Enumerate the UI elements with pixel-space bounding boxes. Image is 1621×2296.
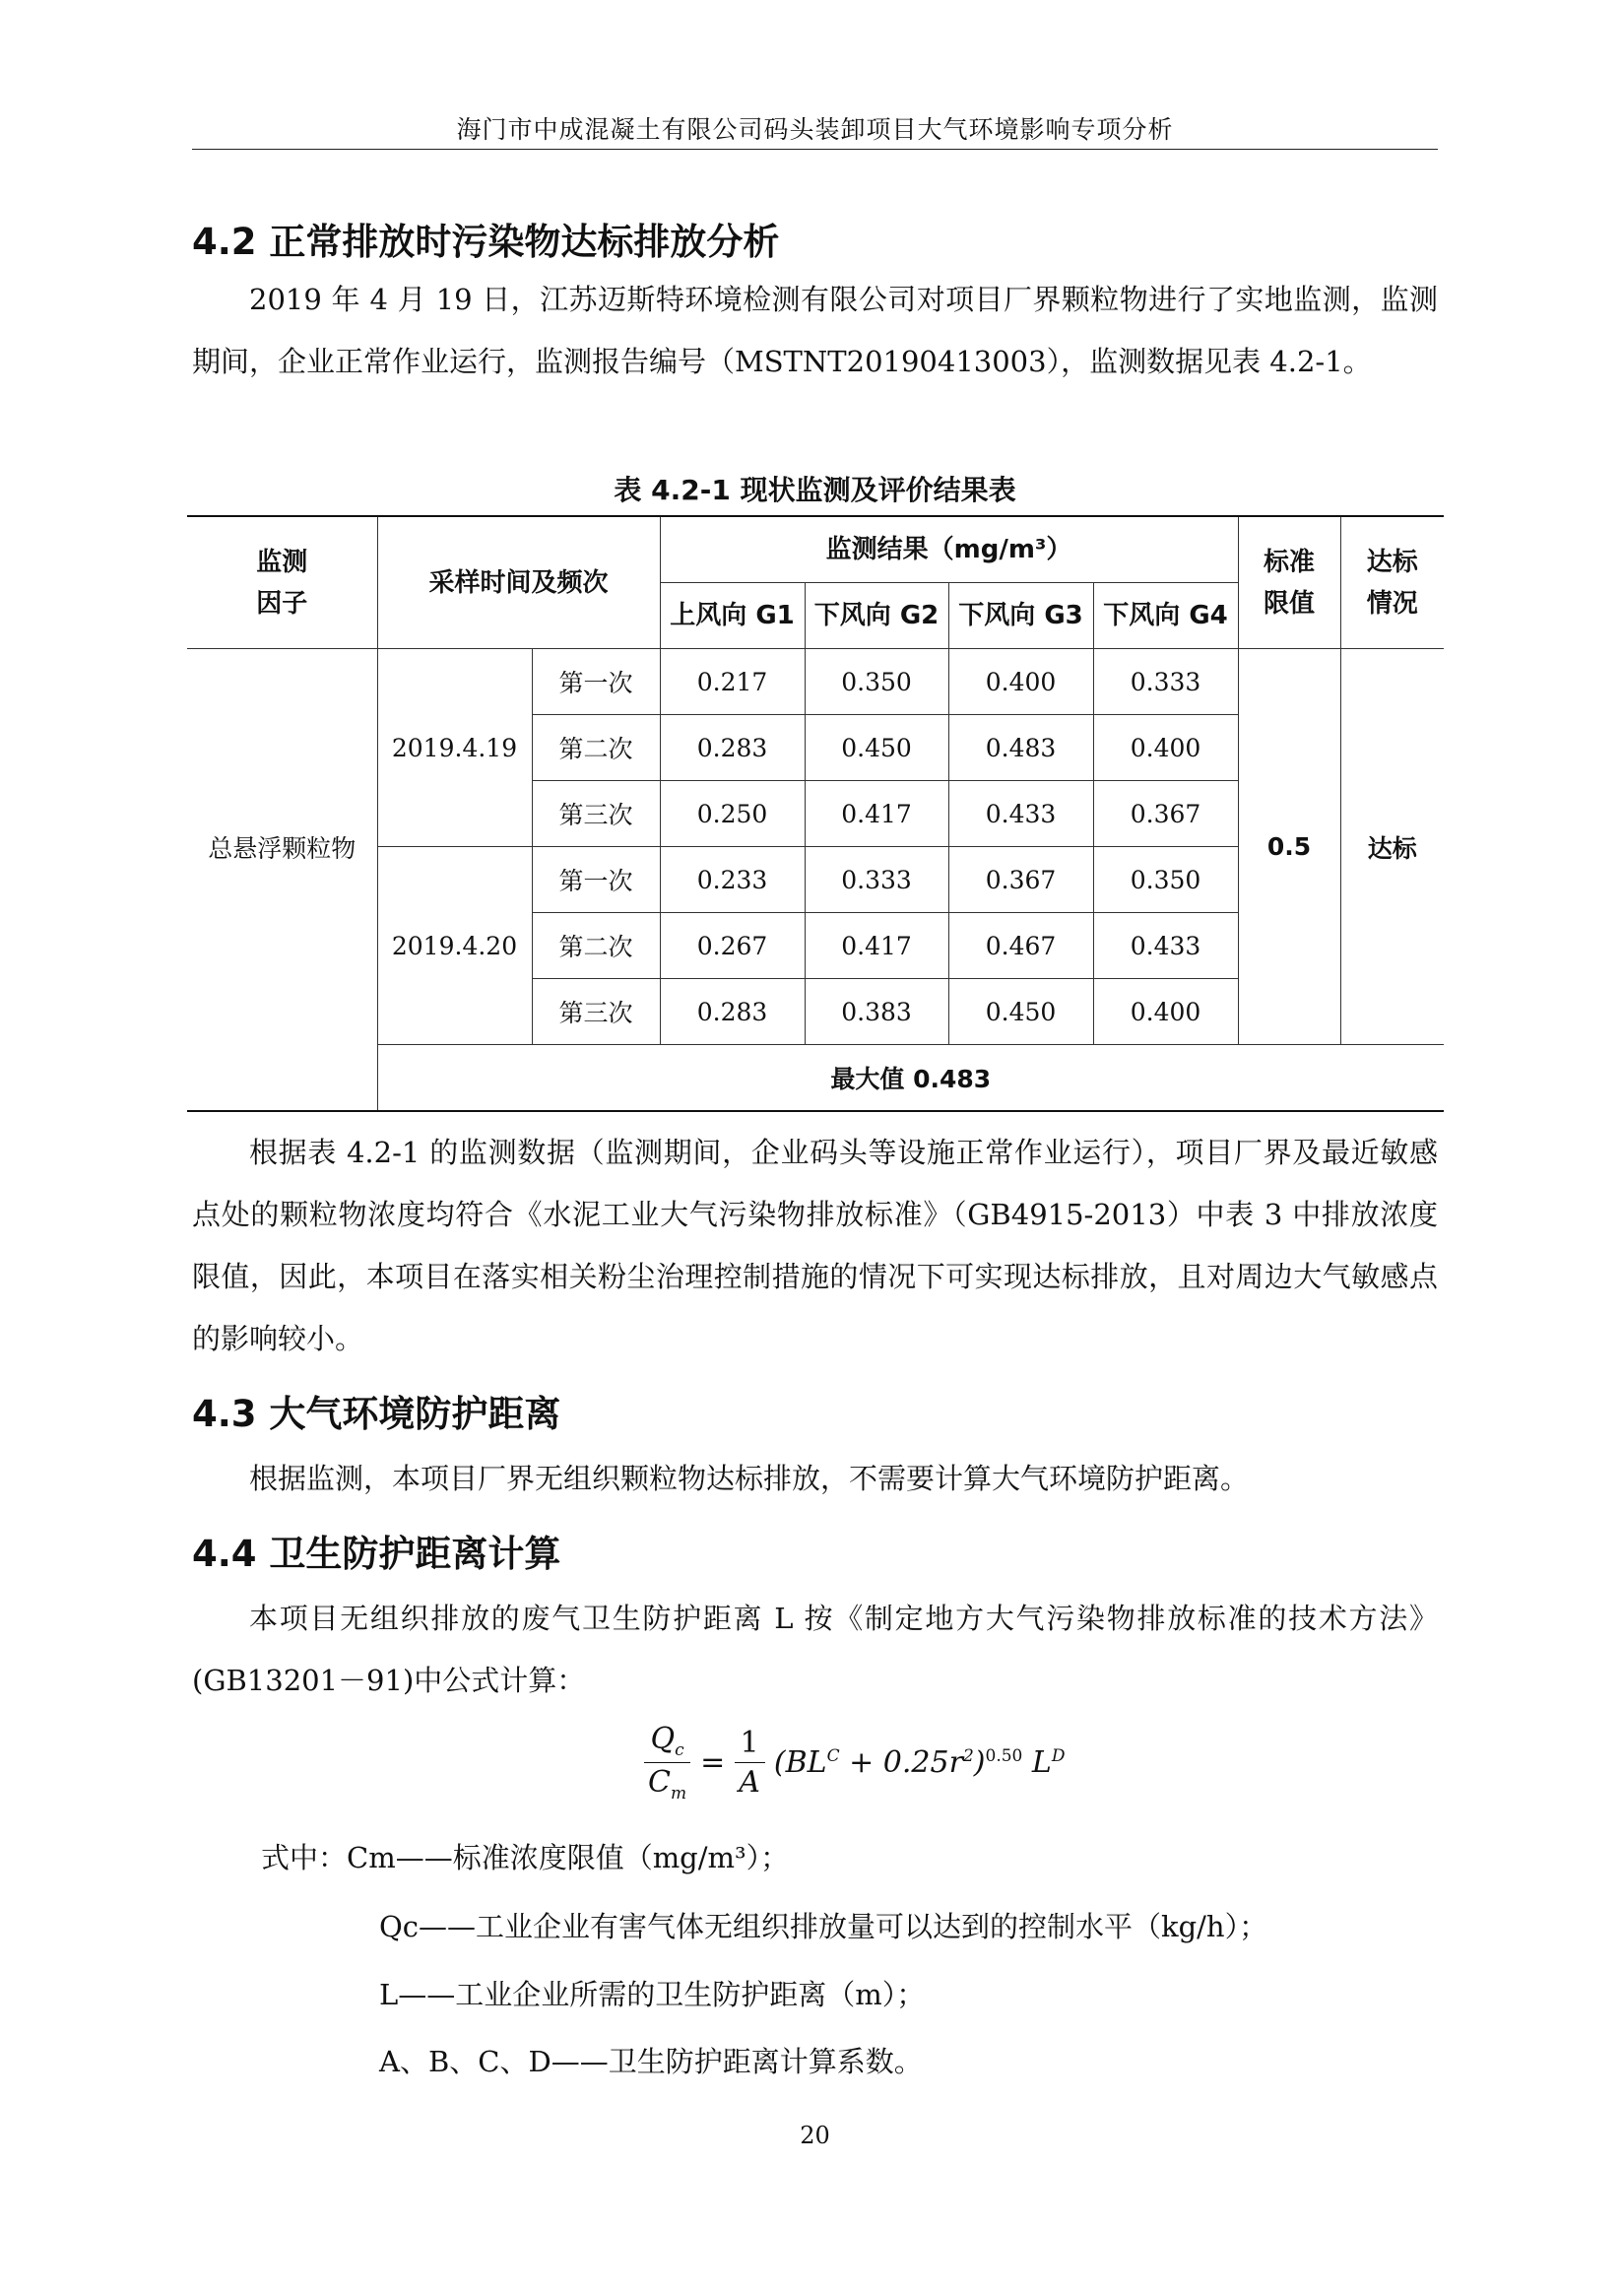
table-caption: 表 4.2-1 现状监测及评价结果表 <box>614 474 1016 506</box>
header-limit <box>1238 516 1340 649</box>
formula-a: A <box>739 1765 760 1800</box>
value-cell: 0.400 <box>1093 715 1238 781</box>
value-cell: 0.450 <box>948 979 1093 1045</box>
max-value-cell: 最大值 0.483 <box>377 1045 1444 1112</box>
freq-cell: 第三次 <box>532 781 660 847</box>
factor-cell: 总悬浮颗粒物 <box>187 649 377 1045</box>
value-cell: 0.433 <box>1093 913 1238 979</box>
value-cell: 0.483 <box>948 715 1093 781</box>
distance-formula <box>642 1722 1065 1804</box>
value-cell: 0.283 <box>660 715 805 781</box>
value-cell: 0.417 <box>805 913 948 979</box>
value-cell: 0.433 <box>948 781 1093 847</box>
formula-q-sub: c <box>675 1740 684 1760</box>
header-factor-line2: 因子 <box>256 588 308 619</box>
paragraph-conclusion: 根据表 4.2-1 的监测数据（监测期间，企业码头等设施正常作业运行），项目厂界及最近敏感点处的颗粒物浓度均符合《水泥工业大气污染物排放标准》（GB4915-2013）中表 3 中排放浓度限值，因此，本项目在落实相关粉尘治理控制措施的情况下可实现达标排放，且对周边大气敏感点的影响较小。 <box>192 1136 1438 1355</box>
freq-cell: 第三次 <box>532 979 660 1045</box>
definition-abcd: A、B、C、D——卫生防护距离计算系数。 <box>379 2045 923 2078</box>
header-results: 监测结果（mg/m³） <box>660 516 1238 583</box>
table-row <box>187 649 1444 715</box>
status-cell: 达标 <box>1340 649 1444 1045</box>
definition-cm: 式中：Cm——标准浓度限值（mg/m³）； <box>261 1841 790 1874</box>
freq-cell: 第一次 <box>532 649 660 715</box>
freq-cell: 第一次 <box>532 847 660 913</box>
running-header: 海门市中成混凝土有限公司码头装卸项目大气环境影响专项分析 <box>456 115 1174 144</box>
value-cell: 0.283 <box>660 979 805 1045</box>
formula-body: $(BL^C + 0.25r^2)^{0.50}$ $L^D$ <box>773 1745 1066 1780</box>
value-cell: 0.267 <box>660 913 805 979</box>
page-number: 20 <box>800 2122 830 2149</box>
header-status-line1: 达标 <box>1366 547 1418 577</box>
value-cell: 0.400 <box>1093 979 1238 1045</box>
monitoring-results-table <box>187 515 1444 1112</box>
formula-c-sub: m <box>670 1784 687 1804</box>
value-cell: 0.367 <box>948 847 1093 913</box>
freq-cell: 第二次 <box>532 913 660 979</box>
date-cell: 2019.4.19 <box>377 649 532 847</box>
formula-one: 1 <box>735 1726 765 1763</box>
paragraph-monitoring-intro: 2019 年 4 月 19 日，江苏迈斯特环境检测有限公司对项目厂界颗粒物进行了实地监测，监测期间，企业正常作业运行，监测报告编号（MSTNT20190413003），监测数据见表 4.2-1。 <box>192 283 1438 378</box>
header-g3: 下风向 G3 <box>948 583 1093 649</box>
header-status <box>1340 516 1444 649</box>
header-factor-line1: 监测 <box>256 547 308 577</box>
section-heading-4-3: 4.3 大气环境防护距离 <box>192 1393 561 1435</box>
formula-rhs-fraction <box>733 1726 766 1800</box>
definition-qc: Qc——工业企业有害气体无组织排放量可以达到的控制水平（kg/h）； <box>379 1910 1268 1943</box>
definition-l: L——工业企业所需的卫生防护距离（m）； <box>379 1978 926 2011</box>
factor-cell-blank <box>187 1045 377 1112</box>
value-cell: 0.450 <box>805 715 948 781</box>
value-cell: 0.467 <box>948 913 1093 979</box>
value-cell: 0.333 <box>1093 649 1238 715</box>
value-cell: 0.250 <box>660 781 805 847</box>
limit-cell: 0.5 <box>1238 649 1340 1045</box>
value-cell: 0.350 <box>805 649 948 715</box>
paragraph-protection-distance: 根据监测，本项目厂界无组织颗粒物达标排放，不需要计算大气环境防护距离。 <box>249 1462 1250 1495</box>
formula-c: C <box>648 1765 671 1800</box>
value-cell: 0.333 <box>805 847 948 913</box>
section-heading-4-4: 4.4 卫生防护距离计算 <box>192 1533 561 1575</box>
paragraph-formula-intro: 本项目无组织排放的废气卫生防护距离 L 按《制定地方大气污染物排放标准的技术方法》(GB13201－91)中公式计算： <box>192 1602 1438 1697</box>
freq-cell: 第二次 <box>532 715 660 781</box>
header-rule <box>192 149 1438 150</box>
value-cell: 0.367 <box>1093 781 1238 847</box>
header-limit-line1: 标准 <box>1264 547 1316 577</box>
formula-q: Q <box>650 1722 676 1756</box>
date-cell: 2019.4.20 <box>377 847 532 1045</box>
value-cell: 0.217 <box>660 649 805 715</box>
value-cell: 0.417 <box>805 781 948 847</box>
value-cell: 0.383 <box>805 979 948 1045</box>
section-heading-4-2: 4.2 正常排放时污染物达标排放分析 <box>192 221 780 263</box>
header-status-line2: 情况 <box>1366 588 1418 619</box>
value-cell: 0.400 <box>948 649 1093 715</box>
header-g2: 下风向 G2 <box>805 583 948 649</box>
header-limit-line2: 限值 <box>1264 588 1316 619</box>
header-g4: 下风向 G4 <box>1093 583 1238 649</box>
formula-equals: = <box>700 1745 726 1780</box>
header-g1: 上风向 G1 <box>660 583 805 649</box>
table-row-max <box>187 1045 1444 1112</box>
header-factor <box>187 516 377 649</box>
value-cell: 0.233 <box>660 847 805 913</box>
formula-lhs-fraction <box>642 1722 692 1804</box>
value-cell: 0.350 <box>1093 847 1238 913</box>
header-time: 采样时间及频次 <box>377 516 660 649</box>
